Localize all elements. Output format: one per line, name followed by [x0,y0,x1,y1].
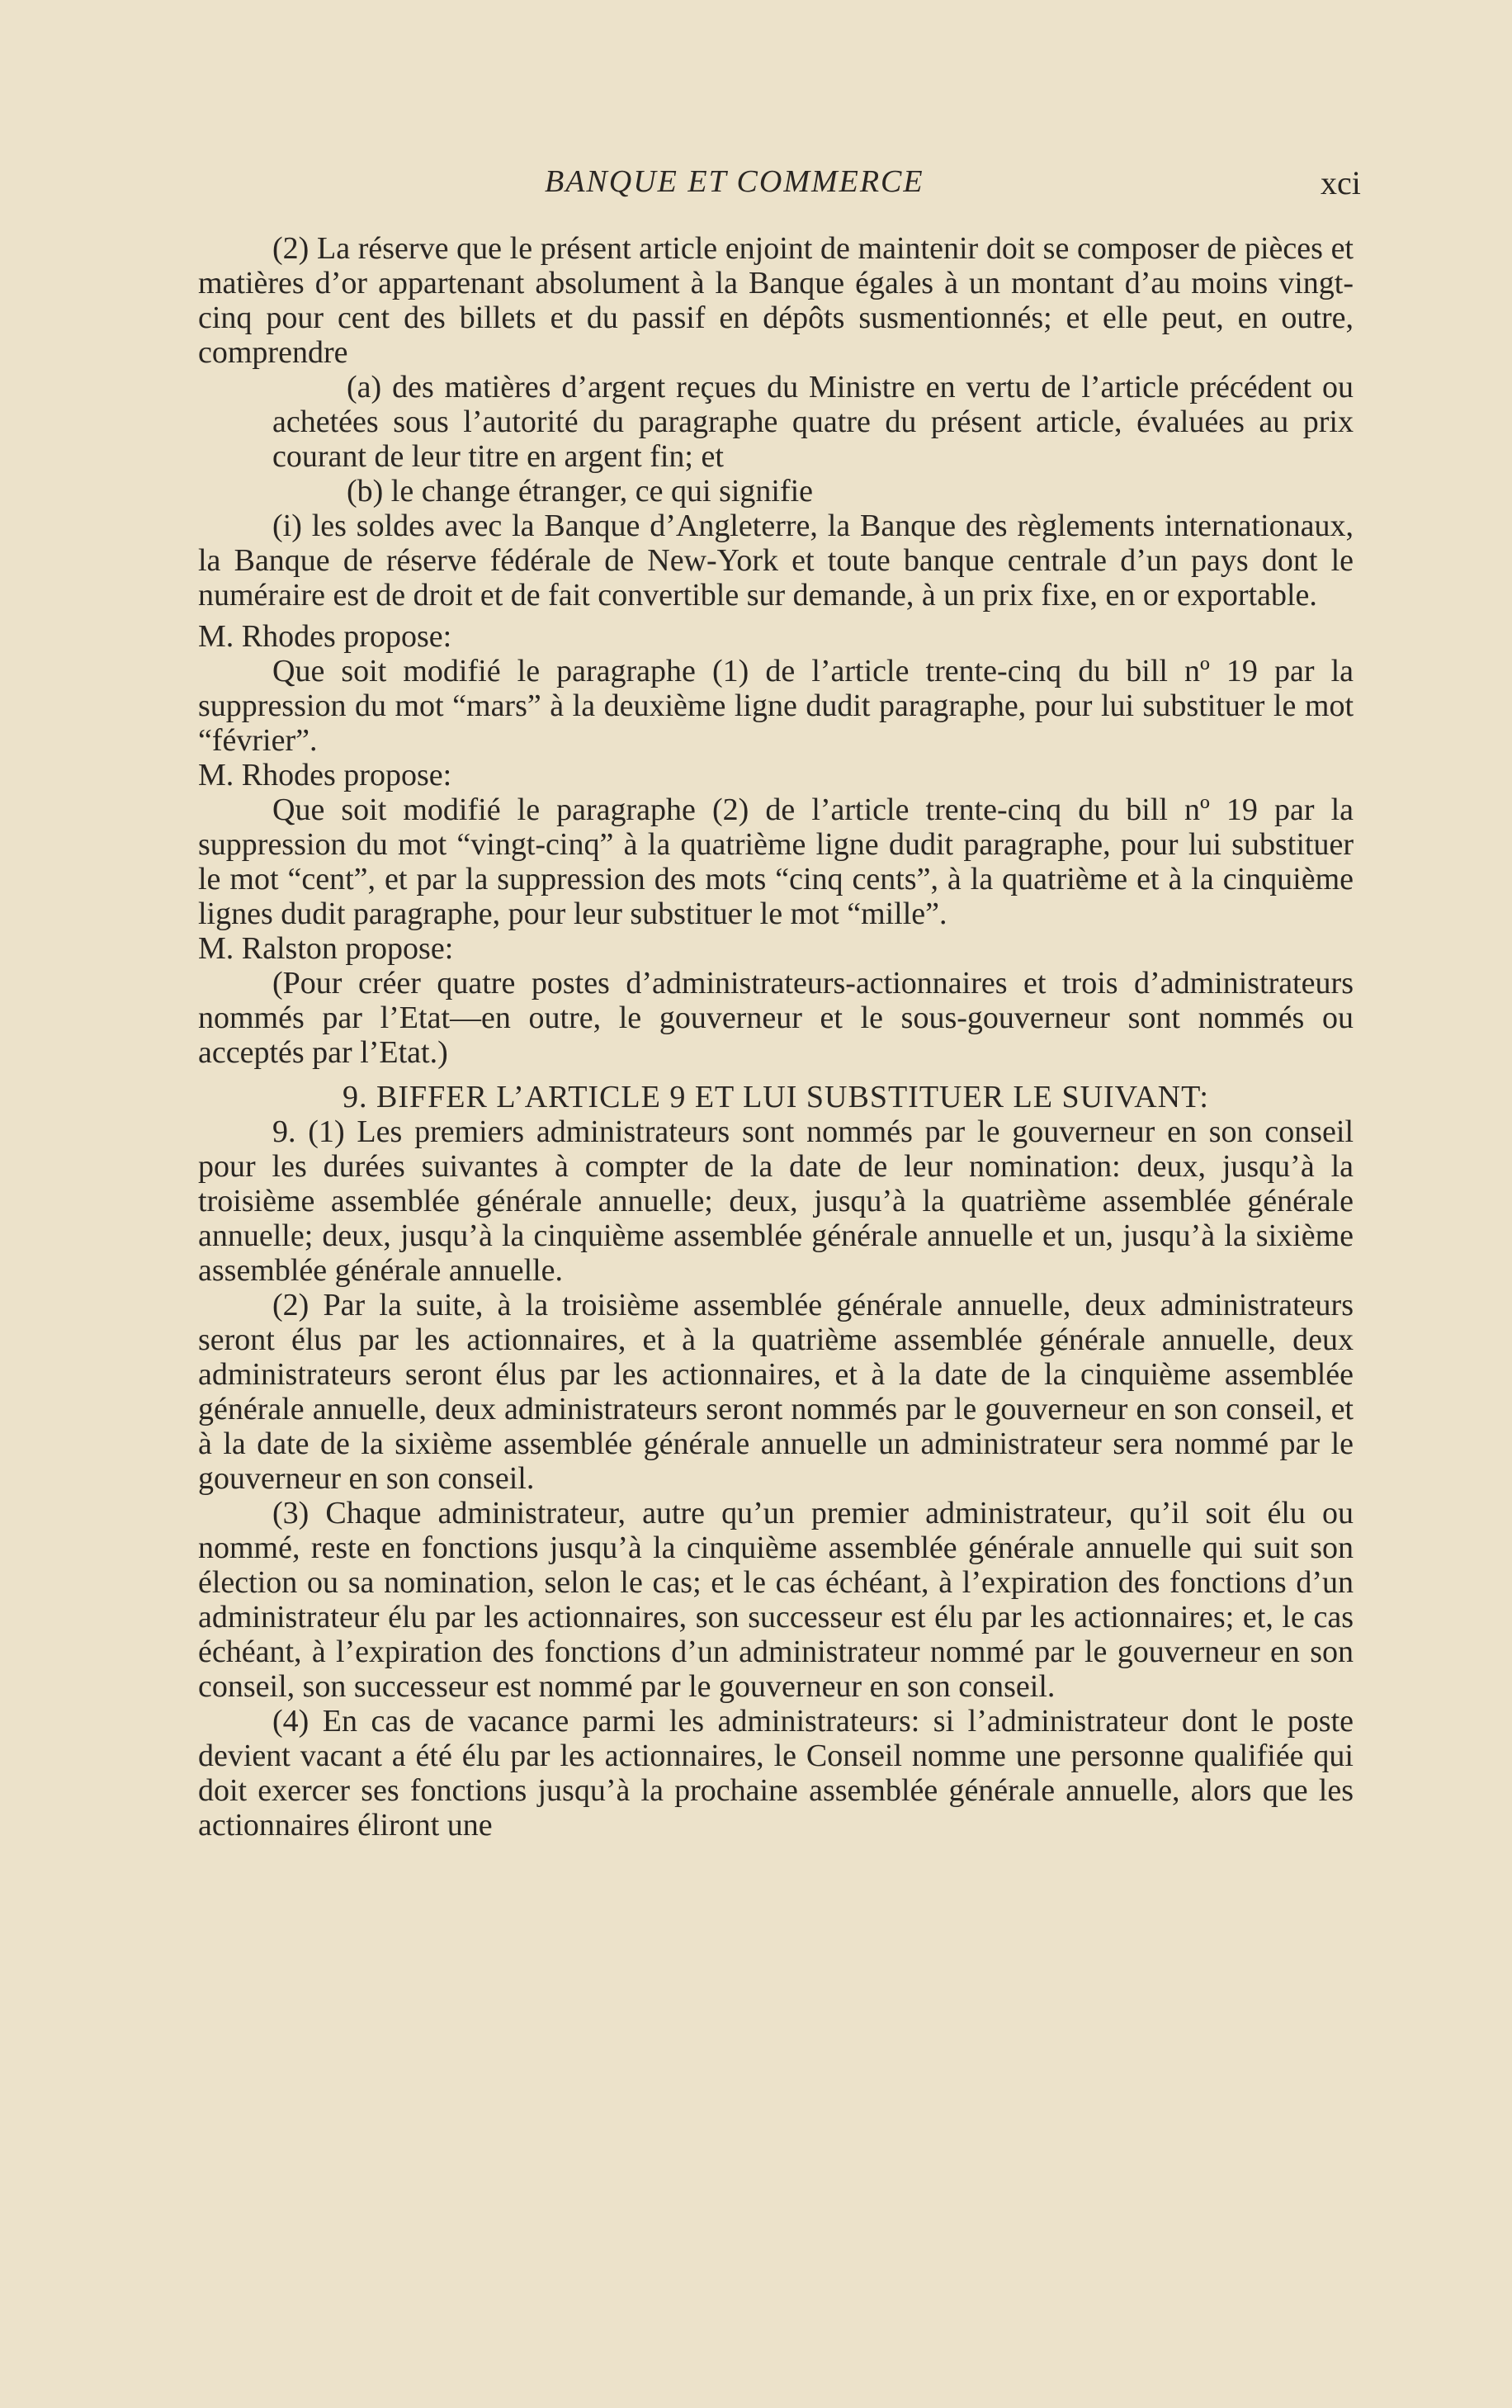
article-9-1: 9. (1) Les premiers administrateurs sont nommés par le gouverneur en son conseil pour les durées suivantes à compter de la date de leur nomination: deux, jusqu’à la troisième assemblée générale annuelle; deux, jusqu’à la quatrième assemblée générale annuelle; deux, jusqu’à la cinquième assemblée générale annuelle et un, jusqu’à la sixième assemblée générale annuelle. [198,1114,1354,1288]
paragraph-2-a: (a) des matières d’argent reçues du Ministre en vertu de l’article précédent ou achetées sous l’autorité du paragraphe quatre du présent article, évaluées au prix courant de leur titre en argent fin; et [272,370,1354,474]
paragraph-2-b-i: (i) les soldes avec la Banque d’Angleterre, la Banque des règlements internationaux, la Banque de réserve fédérale de New-York et toute banque centrale d’un pays dont le numéraire est de droit et de fait convertible sur demande, à un prix fixe, en or exportable. [198,509,1354,613]
running-title: BANQUE ET COMMERCE [545,164,924,199]
mover-rhodes-1: M. Rhodes propose: [198,619,452,654]
document-body [198,231,1354,1843]
section-heading: 9. BIFFER L’ARTICLE 9 ET LUI SUBSTITUER LE SUIVANT: [343,1080,1209,1114]
article-9-2: (2) Par la suite, à la troisième assemblée générale annuelle, deux administrateurs seront élus par les actionnaires, et à la quatrième assemblée générale annuelle, deux administrateurs seront élus par les actionnaires, et à la date de la cinquième assemblée générale annuelle, deux administrateurs seront nommés par le gouverneur en son conseil, et à la date de la sixième assemblée générale annuelle un administrateur sera nommé par le gouverneur en son conseil. [198,1288,1354,1496]
paragraph-2-intro: (2) La réserve que le présent article enjoint de maintenir doit se composer de pièces et matières d’or appartenant absolument à la Banque égales à un montant d’au moins vingt-cinq pour cent des billets et du passif en dépôts susmentionnés; et elle peut, en outre, comprendre [198,231,1354,370]
page-number: xci [1321,164,1361,201]
mover-ralston: M. Ralston propose: [198,931,454,966]
motion-1: Que soit modifié le paragraphe (1) de l’article trente-cinq du bill nº 19 par la suppression du mot “mars” à la deuxième ligne dudit paragraphe, pour lui substituer le mot “février”. [198,654,1354,758]
mover-rhodes-2: M. Rhodes propose: [198,758,452,792]
paragraph-2-b: (b) le change étranger, ce qui signifie [347,474,814,509]
article-9-3: (3) Chaque administrateur, autre qu’un premier administrateur, qu’il soit élu ou nommé, reste en fonctions jusqu’à la cinquième assemblée générale annuelle qui suit son élection ou sa nomination, selon le cas; et le cas échéant, à l’expiration des fonctions d’un administrateur élu par les actionnaires, son successeur est élu par les actionnaires; et, le cas échéant, à l’expiration des fonctions d’un administrateur nommé par le gouverneur en son conseil, son successeur est nommé par le gouverneur en son conseil. [198,1496,1354,1704]
page-header [0,163,1512,213]
motion-3-note: (Pour créer quatre postes d’administrateurs-actionnaires et trois d’administrateurs nommés par l’Etat—en outre, le gouverneur et le sous-gouverneur sont nommés ou acceptés par l’Etat.) [198,966,1354,1070]
article-9-4: (4) En cas de vacance parmi les administrateurs: si l’administrateur dont le poste devient vacant a été élu par les actionnaires, le Conseil nomme une personne qualifiée qui doit exercer ses fonctions jusqu’à la prochaine assemblée générale annuelle, alors que les actionnaires éliront une [198,1704,1354,1843]
motion-2: Que soit modifié le paragraphe (2) de l’article trente-cinq du bill nº 19 par la suppression du mot “vingt-cinq” à la quatrième ligne dudit paragraphe, pour lui substituer le mot “cent”, et par la suppression des mots “cinq cents”, à la quatrième et à la cinquième lignes dudit paragraphe, pour leur substituer le mot “mille”. [198,792,1354,931]
